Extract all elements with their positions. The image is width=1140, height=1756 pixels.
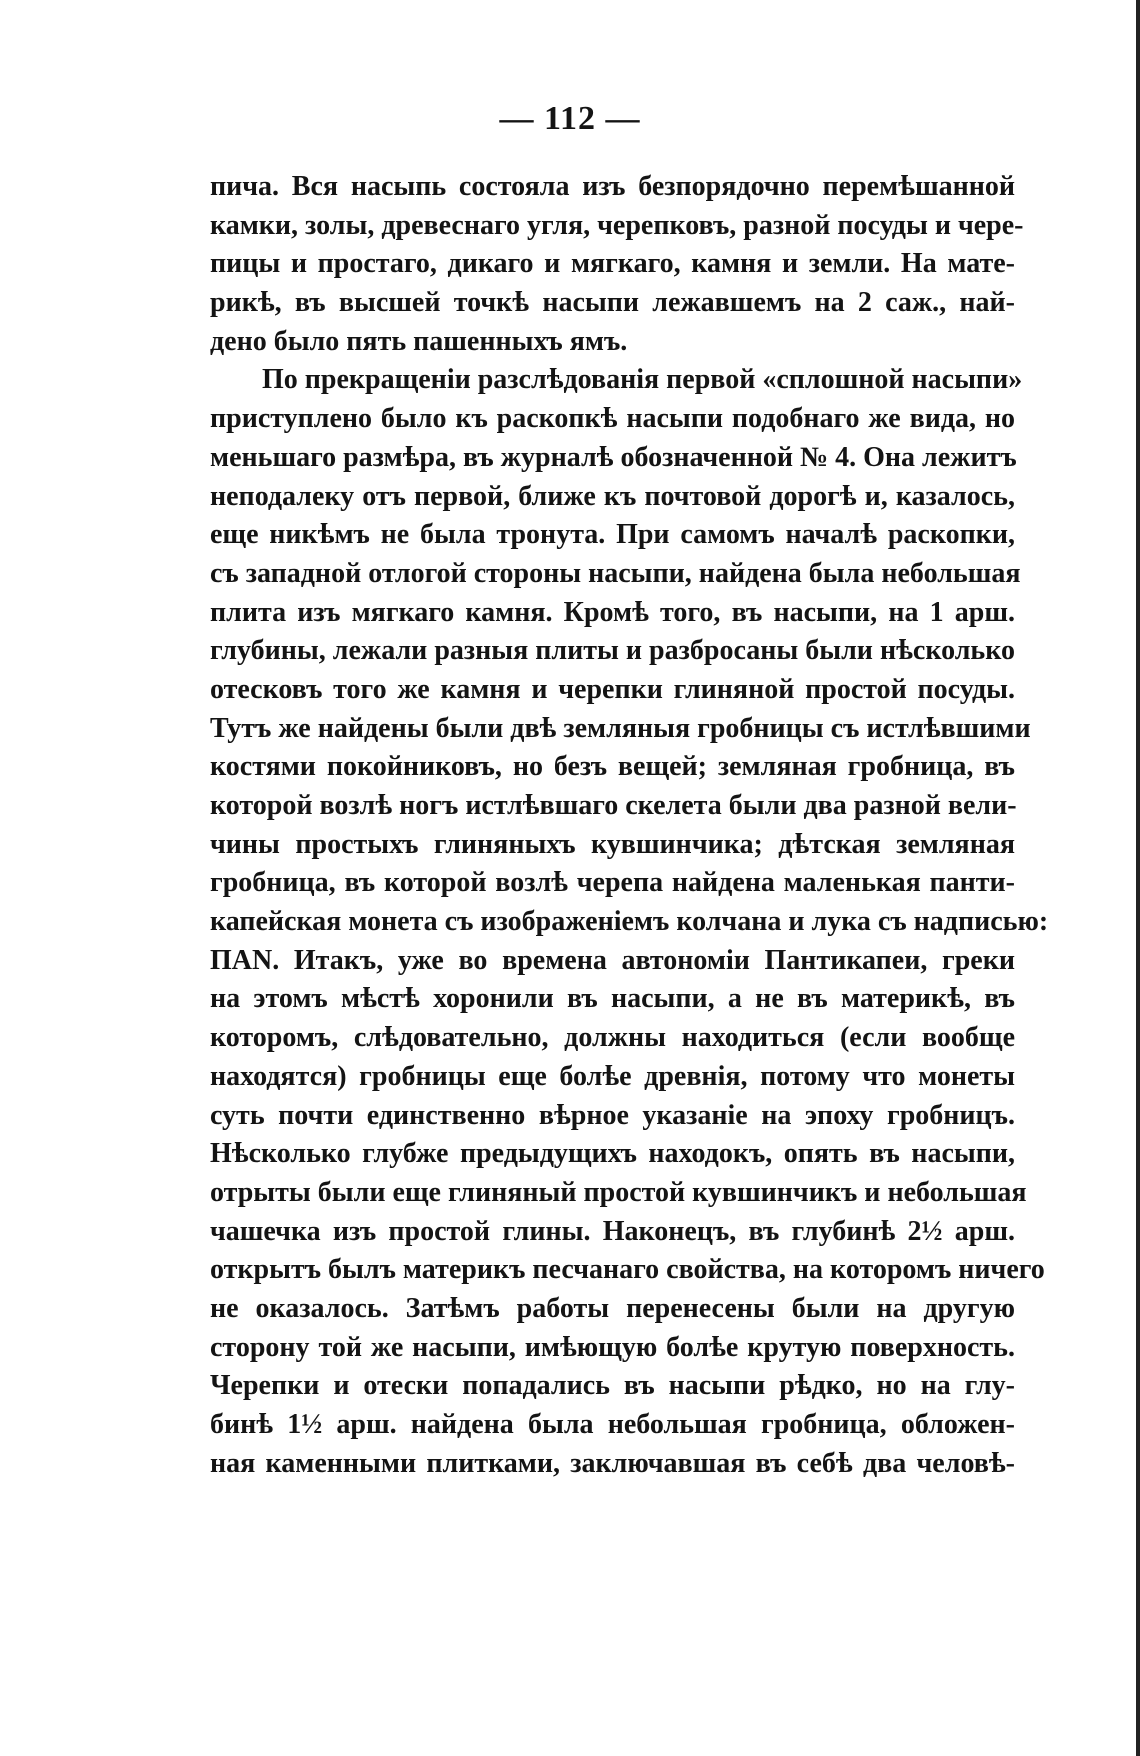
text-line: плита изъ мягкаго камня. Кромѣ того, въ насыпи, на 1 арш. (210, 596, 1015, 628)
body-text (210, 168, 1049, 1483)
text-line: камки, золы, древеснаго угля, черепковъ, разной посуды и чере- (210, 209, 1024, 241)
text-line: которой возлѣ ногъ истлѣвшаго скелета были два разной вели- (210, 790, 1017, 821)
text-line: чашечка изъ простой глины. Наконецъ, въ глубинѣ 2½ арш. (210, 1215, 1015, 1247)
text-line: еще никѣмъ не была тронута. При самомъ началѣ раскопки, (210, 519, 1015, 551)
text-line: бинѣ 1½ арш. найдена была небольшая гробница, обложен- (210, 1409, 1015, 1440)
text-line: дено было пять пашенныхъ ямъ. (210, 325, 628, 357)
text-line: пича. Вся насыпь состояла изъ безпорядочно перемѣшанной (210, 171, 1015, 202)
text-line: на этомъ мѣстѣ хоронили въ насыпи, а не въ материкѣ, въ (210, 983, 1015, 1015)
text-line: сторону той же насыпи, имѣющую болѣе крутую поверхность. (210, 1331, 1015, 1363)
text-line: ПАN. Итакъ, уже во времена автономіи Пантикапеи, греки (210, 944, 1015, 976)
text-line: находятся) гробницы еще болѣе древнія, потому что монеты (210, 1060, 1015, 1092)
text-line: неподалеку отъ первой, ближе къ почтовой дорогѣ и, казалось, (210, 480, 1015, 512)
text-line: отрыты были еще глиняный простой кувшинчикъ и небольшая (210, 1176, 1027, 1208)
text-line: капейская монета съ изображеніемъ колчана и лука съ надписью: (210, 906, 1049, 938)
text-line: Тутъ же найдены были двѣ земляныя гробницы съ истлѣвшими (210, 712, 1031, 744)
text-line: костями покойниковъ, но безъ вещей; земляная гробница, въ (210, 751, 1015, 783)
text-line: гробница, въ которой возлѣ черепа найдена маленькая панти- (210, 867, 1015, 899)
text-line: суть почти единственно вѣрное указаніе на эпоху гробницъ. (210, 1099, 1015, 1131)
text-line: отесковъ того же камня и черепки глиняной простой посуды. (210, 673, 1015, 705)
text-line: приступлено было къ раскопкѣ насыпи подобнаго же вида, но (210, 403, 1015, 435)
paragraph-first-line: По прекращеніи разслѣдованія первой «сплошной насыпи» (262, 364, 1023, 396)
text-line: пицы и простаго, дикаго и мягкаго, камня и земли. На мате- (210, 248, 1015, 280)
text-line: чины простыхъ глиняныхъ кувшинчика; дѣтская земляная (210, 828, 1015, 860)
scan-edge-divider (1136, 0, 1140, 1756)
text-line: которомъ, слѣдовательно, должны находиться (если вообще (210, 1022, 1015, 1054)
text-line: Черепки и отески попадались въ насыпи рѣдко, но на глу- (210, 1370, 1015, 1402)
page-number: — 112 — (499, 100, 641, 137)
text-line: открытъ былъ материкъ песчанаго свойства, на которомъ ничего (210, 1254, 1045, 1286)
text-line: ная каменными плитками, заключавшая въ себѣ два человѣ- (210, 1447, 1015, 1479)
text-line: Нѣсколько глубже предыдущихъ находокъ, опять въ насыпи, (210, 1138, 1015, 1170)
text-line: не оказалось. Затѣмъ работы перенесены были на другую (210, 1292, 1015, 1324)
text-line: рикѣ, въ высшей точкѣ насыпи лежавшемъ на 2 саж., най- (210, 287, 1015, 319)
text-line: меньшаго размѣра, въ журналѣ обозначенной № 4. Она лежитъ (210, 441, 1017, 473)
text-line: глубины, лежали разныя плиты и разбросаны были нѣсколько (210, 635, 1015, 667)
text-line: съ западной отлогой стороны насыпи, найдена была небольшая (210, 557, 1021, 589)
